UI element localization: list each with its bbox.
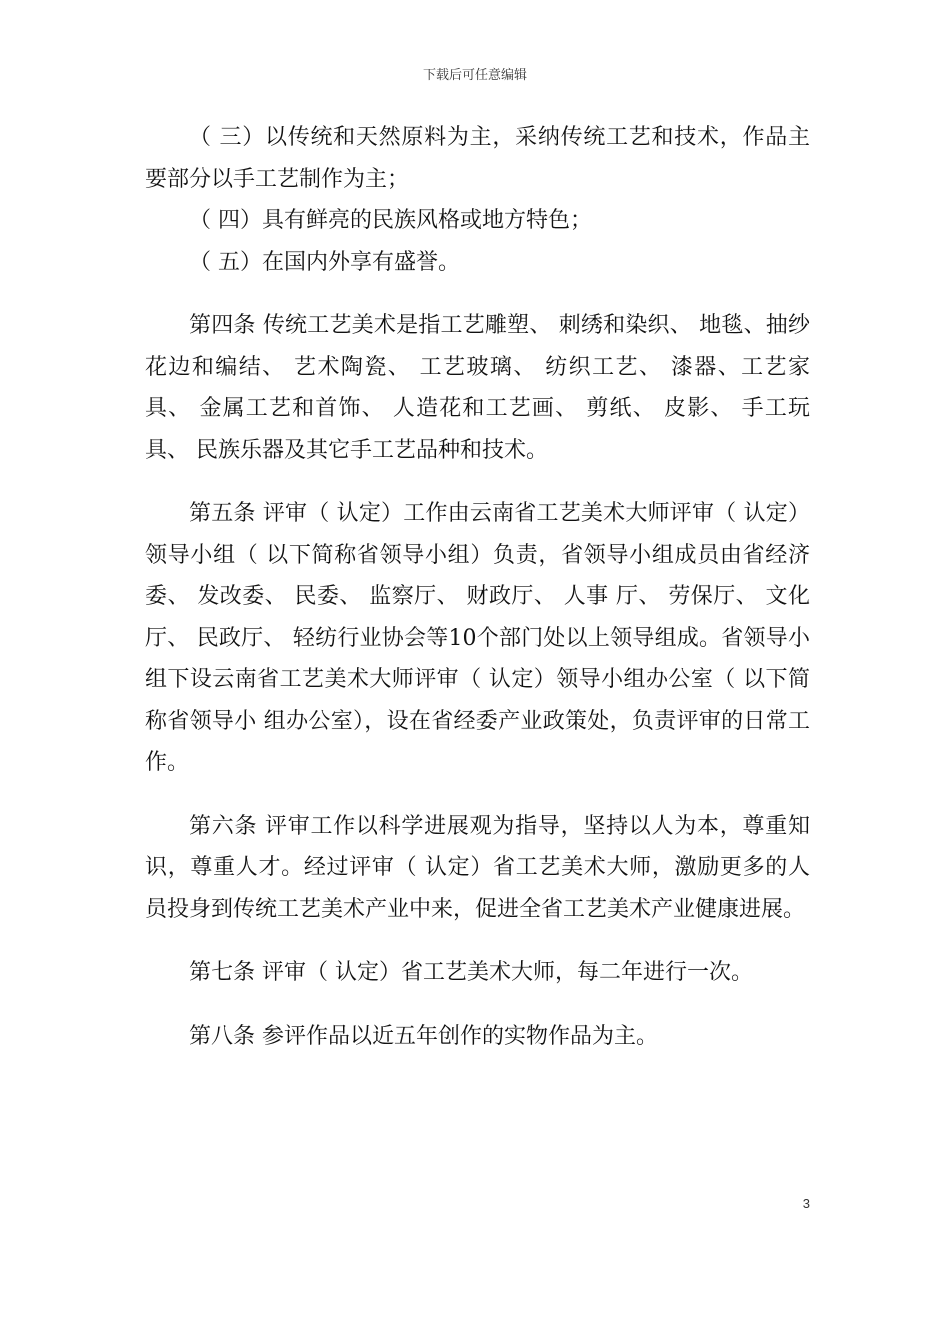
- article-8: 第八条 参评作品以近五年创作的实物作品为主。: [189, 1023, 658, 1049]
- clause-item-4: （ 四）具有鲜亮的民族风格或地方特色；: [189, 208, 592, 233]
- paragraph-gap: [145, 471, 810, 493]
- article-5: 第五条 评审（ 认定）工作由云南省工艺美术大师评审（ 认定）领导小组（ 以下简称省领导小组）负责，省领导小组成员由省经济委、 发改委、 民委、 监察厅、 财政厅、 人事 厅、 劳保厅、 文化厅、 民政厅、 轻纺行业协会等10个部门处以上领导组成。省领导小组下设云南省工艺美术大师评审（ 认定）领导小组办公室（ 以下简称省领导小 组办公室），设在省经委产业政策处，负责评审的日常工作。: [145, 501, 810, 775]
- article-4: 第四条 传统工艺美术是指工艺雕塑、 刺绣和染织、 地毯、抽纱花边和编结、 艺术陶瓷、 工艺玻璃、 纺织工艺、 漆器、工艺家具、 金属工艺和首饰、 人造花和工艺画、 剪纸、 皮影、 手工玩具、 民族乐器及其它手工艺品种和技术。: [145, 313, 810, 463]
- paragraph-gap: [145, 930, 810, 952]
- article-7: 第七条 评审（ 认定）省工艺美术大师，每二年进行一次。: [189, 960, 753, 985]
- paragraph-gap: [145, 784, 810, 806]
- page-header: 下载后可任意编辑: [422, 68, 527, 83]
- article-6: 第六条 评审工作以科学进展观为指导，坚持以人为本，尊重知识，尊重人才。经过评审（ 认定）省工艺美术大师，激励更多的人员投身到传统工艺美术产业中来，促进全省工艺美术产业健康进展。: [145, 813, 810, 922]
- document-body: [145, 117, 810, 1057]
- page-number: 3: [802, 1196, 810, 1211]
- clause-item-3: （ 三）以传统和天然原料为主，采纳传统工艺和技术，作品主要部分以手工艺制作为主；: [145, 125, 810, 192]
- paragraph-gap: [145, 283, 810, 305]
- paragraph-gap: [145, 994, 810, 1016]
- clause-item-5: （ 五）在国内外享有盛誉。: [189, 249, 460, 275]
